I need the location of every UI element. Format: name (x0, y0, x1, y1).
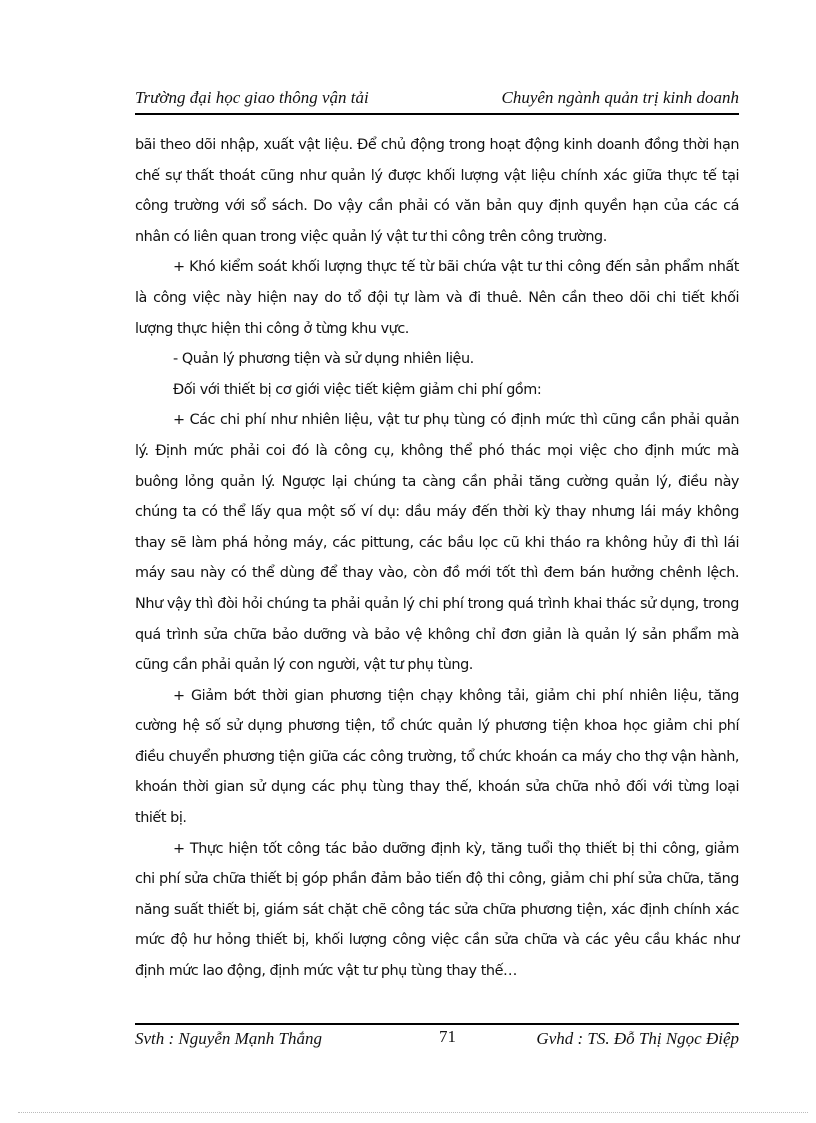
page-header (135, 86, 739, 112)
paragraph-material-volume: + Khó kiểm soát khối lượng thực tế từ bãi chứa vật tư thi công đến sản phẩm nhất là công việc này hiện nay do tổ đội tự làm và đi thuê. Nên cần theo dõi chi tiết khối lượng thực hiện thi công ở từng khu vực. (135, 259, 739, 337)
footer-student: Svth : Nguyễn Mạnh Thắng (135, 1029, 322, 1048)
paragraph-idle-time: + Giảm bớt thời gian phương tiện chạy không tải, giảm chi phí nhiên liệu, tăng cường hệ số sử dụng phương tiện, tổ chức quản lý phương tiện khoa học giảm chi phí điều chuyển phương tiện giữa các công trường, tổ chức khoán ca máy cho thợ vận hành, khoán thời gian sử dụng các phụ tùng thay thế, khoán sửa chữa nhỏ đối với từng loại thiết bị. (135, 687, 739, 827)
paragraph-maintenance: + Thực hiện tốt công tác bảo dưỡng định kỳ, tăng tuổi thọ thiết bị thi công, giảm chi phí sửa chữa thiết bị góp phần đảm bảo tiến độ thi công, giảm chi phí sửa chữa, tăng năng suất thiết bị, giám sát chặt chẽ công tác sửa chữa phương tiện, xác định chính xác mức độ hư hỏng thiết bị, khối lượng công việc cần sửa chữa và các yêu cầu khác như định mức lao động, định mức vật tư phụ tùng thay thế… (135, 840, 739, 980)
paragraph-vehicle-heading: - Quản lý phương tiện và sử dụng nhiên liệu. (173, 351, 474, 368)
page-edge-divider (18, 1112, 808, 1113)
page-number: 71 (439, 1027, 456, 1046)
page-footer (135, 1027, 739, 1051)
paragraph-continuation: bãi theo dõi nhập, xuất vật liệu. Để chủ động trong hoạt động kinh doanh đồng thời hạn chế sự thất thoát cũng như quản lý được khối lượng vật liệu chính xác giữa thực tế tại công trường với sổ sách. Do vậy cần phải có văn bản quy định quyền hạn của các cá nhân có liên quan trong việc quản lý vật tư thi công trên công trường. (135, 137, 739, 245)
header-university: Trường đại học giao thông vận tải (135, 88, 369, 107)
header-major: Chuyên ngành quản trị kinh doanh (501, 88, 739, 107)
page-body (135, 130, 739, 987)
paragraph-cost-norms: + Các chi phí như nhiên liệu, vật tư phụ tùng có định mức thì cũng cần phải quản lý. Định mức phải coi đó là công cụ, không thể phó thác mọi việc cho định mức mà buông lỏng quản lý. Ngược lại chúng ta càng cần phải tăng cường quản lý, điều này chúng ta có thể lấy qua một số ví dụ: dầu máy đến thời kỳ thay nhưng lái máy không thay sẽ làm phá hỏng máy, các pittung, các bầu lọc cũ khi tháo ra không hủy đi thì lái máy sau này có thể dùng để thay vào, còn đồ mới tốt thì đem bán hưởng chênh lệch. Như vậy thì đòi hỏi chúng ta phải quản lý chi phí trong quá trình khai thác sử dụng, trong quá trình sửa chữa bảo dưỡng và bảo vệ không chỉ đơn giản là quản lý sản phẩm mà cũng cần phải quản lý con người, vật tư phụ tùng. (135, 412, 739, 674)
footer-supervisor: Gvhd : TS. Đỗ Thị Ngọc Điệp (536, 1029, 739, 1048)
footer-rule (135, 1023, 739, 1025)
paragraph-equipment-intro: Đối với thiết bị cơ giới việc tiết kiệm giảm chi phí gồm: (173, 381, 542, 398)
header-rule (135, 113, 739, 115)
